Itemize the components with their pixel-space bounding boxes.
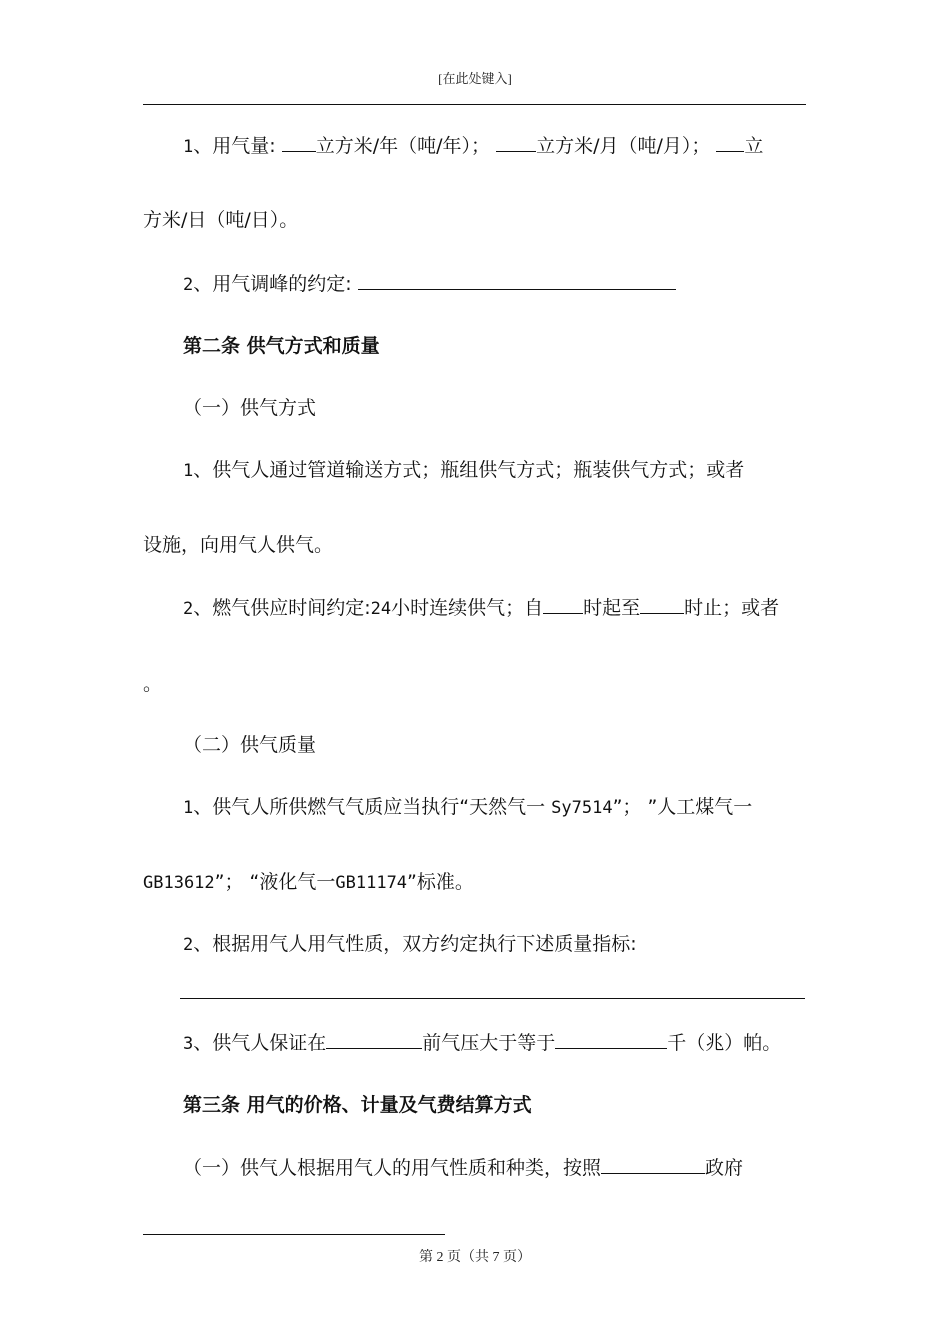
- page-footer: 第 2 页（共 7 页）: [419, 1250, 531, 1265]
- paragraph-usage-amount: 1、用气量: 立方米/年（吨/年）； 立方米/月（吨/月）； 立: [143, 132, 847, 160]
- blank-field: [640, 594, 684, 614]
- paragraph-supply-time-cont: 。: [143, 673, 163, 695]
- blank-field: [496, 132, 536, 152]
- article-2-heading: 第二条 供气方式和质量: [183, 335, 380, 357]
- paragraph-supply-method: 1、供气人通过管道输送方式；瓶组供气方式；瓶装供气方式；或者: [183, 459, 745, 481]
- paragraph-gas-standards: 1、供气人所供燃气气质应当执行“天然气一 Sy7514”； ”人工煤气一: [183, 796, 753, 818]
- header-rule: [143, 104, 806, 105]
- blank-field: [555, 1029, 667, 1049]
- article-3-heading: 第三条 用气的价格、计量及气费结算方式: [183, 1094, 532, 1116]
- page-header: [在此处键入]: [438, 71, 512, 86]
- blank-field: [601, 1154, 705, 1174]
- paragraph-pricing: （一）供气人根据用气人的用气性质和种类，按照 政府: [143, 1154, 847, 1181]
- footer-rule: [143, 1234, 445, 1235]
- section-supply-quality: （二）供气质量: [183, 734, 317, 756]
- blank-field: [543, 594, 583, 614]
- paragraph-supply-method-cont: 设施，向用气人供气。: [143, 534, 334, 556]
- paragraph-supply-time: 2、燃气供应时间约定:24小时连续供气；自 时起至 时止；或者: [143, 594, 847, 622]
- paragraph-quality-indicators: 2、根据用气人用气性质，双方约定执行下述质量指标:: [183, 933, 637, 955]
- blank-field: [282, 132, 316, 152]
- paragraph-pressure: 3、供气人保证在 前气压大于等于 千（兆）帕。: [143, 1029, 847, 1057]
- blank-field: [326, 1029, 422, 1049]
- section-supply-method: （一）供气方式: [183, 397, 317, 419]
- blank-field: [716, 132, 744, 152]
- blank-line-full: [180, 998, 805, 999]
- paragraph-gas-standards-cont: GB13612”； “液化气一GB11174”标准。: [143, 871, 474, 893]
- paragraph-usage-amount-cont: 方米/日（吨/日）。: [143, 209, 299, 231]
- blank-field: [358, 270, 676, 290]
- paragraph-peak-shaving: 2、用气调峰的约定:: [143, 270, 847, 298]
